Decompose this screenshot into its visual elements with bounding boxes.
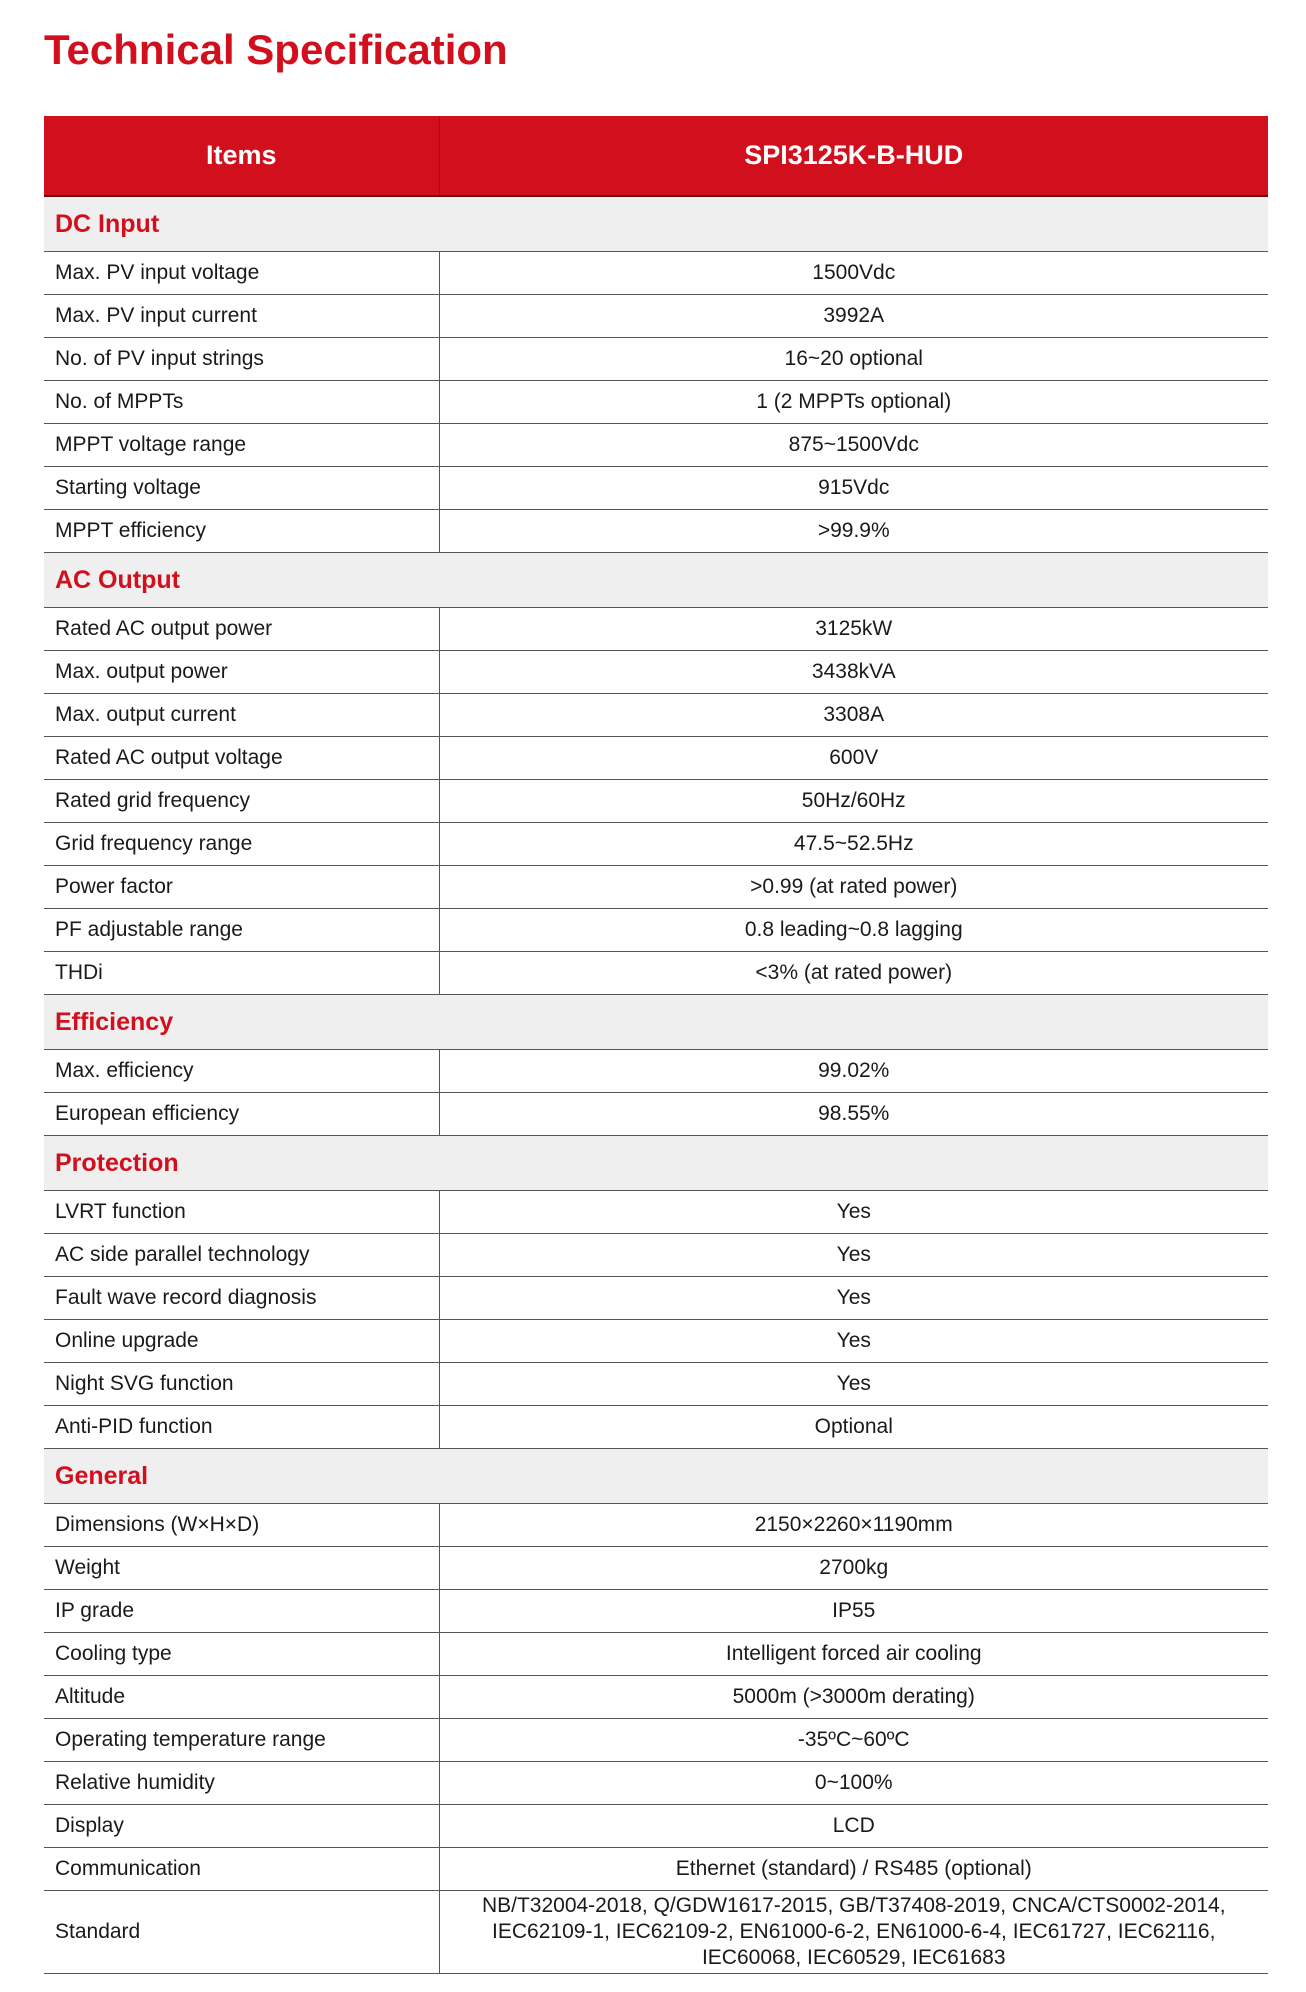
spec-item-value: 2150×2260×1190mm xyxy=(439,1504,1268,1547)
spec-item-value: 3438kVA xyxy=(439,651,1268,694)
spec-row xyxy=(44,909,1268,952)
spec-table-body xyxy=(44,196,1268,1974)
spec-item-label: Night SVG function xyxy=(44,1363,439,1406)
spec-item-value: 47.5~52.5Hz xyxy=(439,823,1268,866)
section-header xyxy=(44,1136,1268,1191)
spec-item-label: Display xyxy=(44,1805,439,1848)
spec-row xyxy=(44,1590,1268,1633)
spec-row xyxy=(44,1406,1268,1449)
spec-item-value: 2700kg xyxy=(439,1547,1268,1590)
spec-item-value: Yes xyxy=(439,1277,1268,1320)
spec-row xyxy=(44,1848,1268,1891)
page-title: Technical Specification xyxy=(44,26,508,73)
spec-item-label: MPPT voltage range xyxy=(44,424,439,467)
header-model: SPI3125K-B-HUD xyxy=(439,116,1268,196)
spec-item-label: Starting voltage xyxy=(44,467,439,510)
spec-item-label: PF adjustable range xyxy=(44,909,439,952)
spec-item-value: Yes xyxy=(439,1363,1268,1406)
spec-item-label: Max. PV input current xyxy=(44,295,439,338)
section-title: Protection xyxy=(44,1136,1268,1191)
spec-item-label: AC side parallel technology xyxy=(44,1234,439,1277)
spec-item-label: Max. output current xyxy=(44,694,439,737)
section-title: General xyxy=(44,1449,1268,1504)
spec-row xyxy=(44,252,1268,295)
section-title: AC Output xyxy=(44,553,1268,608)
spec-item-value: 1 (2 MPPTs optional) xyxy=(439,381,1268,424)
spec-item-label: Max. efficiency xyxy=(44,1050,439,1093)
spec-item-value: NB/T32004-2018, Q/GDW1617-2015, GB/T37408-2019, CNCA/CTS0002-2014, IEC62109-1, IEC62109-2, EN61000-6-2, EN61000-6-4, IEC61727, IEC62116, IEC60068, IEC60529, IEC61683 xyxy=(439,1891,1268,1974)
spec-row xyxy=(44,1504,1268,1547)
spec-item-label: Grid frequency range xyxy=(44,823,439,866)
spec-item-label: Communication xyxy=(44,1848,439,1891)
spec-item-value: 3992A xyxy=(439,295,1268,338)
spec-item-label: Relative humidity xyxy=(44,1762,439,1805)
spec-item-value: LCD xyxy=(439,1805,1268,1848)
section-header xyxy=(44,553,1268,608)
spec-item-value: Optional xyxy=(439,1406,1268,1449)
spec-item-label: Power factor xyxy=(44,866,439,909)
spec-item-value: >0.99 (at rated power) xyxy=(439,866,1268,909)
spec-item-value: Ethernet (standard) / RS485 (optional) xyxy=(439,1848,1268,1891)
spec-row xyxy=(44,1719,1268,1762)
spec-row xyxy=(44,338,1268,381)
spec-item-value: 3125kW xyxy=(439,608,1268,651)
spec-row xyxy=(44,1633,1268,1676)
spec-row xyxy=(44,467,1268,510)
spec-item-value: 3308A xyxy=(439,694,1268,737)
spec-item-label: Cooling type xyxy=(44,1633,439,1676)
spec-row xyxy=(44,295,1268,338)
spec-item-label: Anti-PID function xyxy=(44,1406,439,1449)
spec-table-header xyxy=(44,116,1268,196)
spec-row xyxy=(44,608,1268,651)
spec-row xyxy=(44,1191,1268,1234)
spec-item-label: Rated AC output power xyxy=(44,608,439,651)
spec-item-value: 0~100% xyxy=(439,1762,1268,1805)
spec-item-label: Max. output power xyxy=(44,651,439,694)
spec-item-label: Standard xyxy=(44,1891,439,1974)
spec-item-label: Altitude xyxy=(44,1676,439,1719)
spec-row xyxy=(44,1050,1268,1093)
spec-row xyxy=(44,1676,1268,1719)
spec-item-label: IP grade xyxy=(44,1590,439,1633)
spec-item-value: 0.8 leading~0.8 lagging xyxy=(439,909,1268,952)
spec-item-label: Rated AC output voltage xyxy=(44,737,439,780)
spec-item-value: 600V xyxy=(439,737,1268,780)
spec-row xyxy=(44,1805,1268,1848)
spec-item-value: Yes xyxy=(439,1320,1268,1363)
spec-row xyxy=(44,1277,1268,1320)
spec-item-value: 1500Vdc xyxy=(439,252,1268,295)
spec-item-label: Weight xyxy=(44,1547,439,1590)
spec-item-label: European efficiency xyxy=(44,1093,439,1136)
spec-row xyxy=(44,823,1268,866)
spec-item-label: No. of MPPTs xyxy=(44,381,439,424)
spec-row xyxy=(44,424,1268,467)
spec-item-value: Yes xyxy=(439,1234,1268,1277)
spec-item-value: IP55 xyxy=(439,1590,1268,1633)
spec-item-label: THDi xyxy=(44,952,439,995)
spec-row xyxy=(44,866,1268,909)
spec-row xyxy=(44,1547,1268,1590)
spec-item-value: <3% (at rated power) xyxy=(439,952,1268,995)
spec-item-label: No. of PV input strings xyxy=(44,338,439,381)
spec-item-label: MPPT efficiency xyxy=(44,510,439,553)
spec-row xyxy=(44,1093,1268,1136)
spec-item-label: Max. PV input voltage xyxy=(44,252,439,295)
spec-row xyxy=(44,651,1268,694)
spec-item-value: 16~20 optional xyxy=(439,338,1268,381)
spec-item-label: Operating temperature range xyxy=(44,1719,439,1762)
spec-row xyxy=(44,952,1268,995)
spec-table xyxy=(44,116,1268,1974)
spec-item-label: LVRT function xyxy=(44,1191,439,1234)
header-row xyxy=(44,116,1268,196)
spec-row xyxy=(44,1234,1268,1277)
section-header xyxy=(44,1449,1268,1504)
header-items: Items xyxy=(44,116,439,196)
spec-item-label: Dimensions (W×H×D) xyxy=(44,1504,439,1547)
spec-row xyxy=(44,1320,1268,1363)
spec-row xyxy=(44,1762,1268,1805)
spec-item-value: 915Vdc xyxy=(439,467,1268,510)
section-header xyxy=(44,995,1268,1050)
spec-item-label: Online upgrade xyxy=(44,1320,439,1363)
section-title: Efficiency xyxy=(44,995,1268,1050)
spec-item-value: 99.02% xyxy=(439,1050,1268,1093)
spec-item-value: 98.55% xyxy=(439,1093,1268,1136)
spec-item-value: -35ºC~60ºC xyxy=(439,1719,1268,1762)
spec-item-value: >99.9% xyxy=(439,510,1268,553)
spec-item-value: 5000m (>3000m derating) xyxy=(439,1676,1268,1719)
spec-item-value: 875~1500Vdc xyxy=(439,424,1268,467)
spec-row xyxy=(44,780,1268,823)
section-header xyxy=(44,196,1268,252)
spec-row xyxy=(44,1363,1268,1406)
section-title: DC Input xyxy=(44,196,1268,252)
spec-item-value: Yes xyxy=(439,1191,1268,1234)
spec-row xyxy=(44,381,1268,424)
spec-item-label: Rated grid frequency xyxy=(44,780,439,823)
spec-row xyxy=(44,1891,1268,1974)
spec-item-label: Fault wave record diagnosis xyxy=(44,1277,439,1320)
spec-row xyxy=(44,694,1268,737)
spec-item-value: 50Hz/60Hz xyxy=(439,780,1268,823)
spec-row xyxy=(44,737,1268,780)
spec-item-value: Intelligent forced air cooling xyxy=(439,1633,1268,1676)
spec-row xyxy=(44,510,1268,553)
